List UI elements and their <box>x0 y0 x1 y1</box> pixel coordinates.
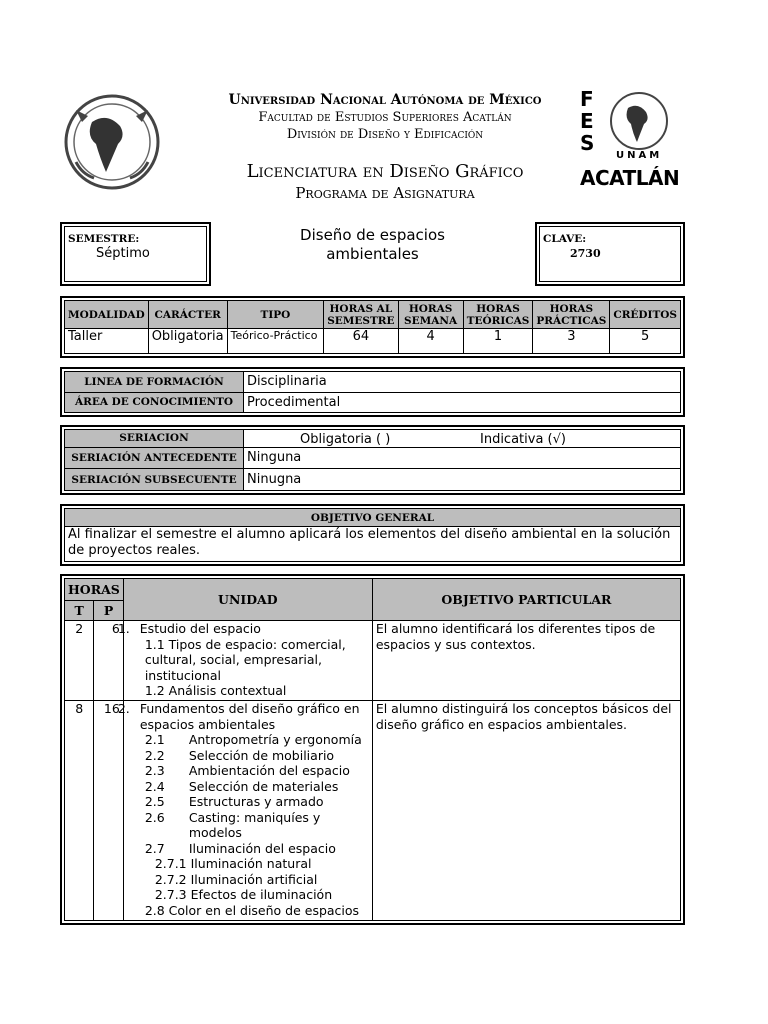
unit2-item-3-text: Ambientación del espacio <box>188 763 350 778</box>
header-unidad: UNIDAD <box>123 579 372 621</box>
unit2-t: 8 <box>65 701 94 921</box>
value-horas-teoricas: 1 <box>463 329 533 354</box>
unit2-item-5-text: Estructuras y armado <box>188 794 324 809</box>
objetivo-general-label: OBJETIVO GENERAL <box>65 509 681 527</box>
unit1-p: 6 <box>94 621 123 701</box>
clave-label: CLAVE: <box>543 233 587 245</box>
logo-unam-text: UNAM <box>616 150 663 161</box>
units-table <box>64 578 681 921</box>
value-creditos: 5 <box>610 329 681 354</box>
units-box <box>60 574 685 925</box>
seriacion-indicativa: Indicativa (√) <box>480 432 566 447</box>
course-title-line1: Diseño de espacios <box>300 226 445 244</box>
objetivo-general-text: Al finalizar el semestre el alumno aplicará los elementos del diseño ambiental en la solución de proyectos reales. <box>65 527 681 562</box>
unit2-p: 16 <box>94 701 123 921</box>
seriacion-label: SERIACION <box>65 430 244 448</box>
area-conocimiento-label: ÁREA DE CONOCIMIENTO <box>65 392 244 413</box>
unit2-item-7-num: 2.7 <box>144 840 165 856</box>
header-horas-teoricas: HORAS TEÓRICAS <box>463 301 533 329</box>
unit2-subitem-2: 2.7.2 Iluminación artificial <box>154 871 318 887</box>
clave-value: 2730 <box>570 247 601 260</box>
seriacion-subsecuente-label: SERIACIÓN SUBSECUENTE <box>65 469 244 491</box>
unit2-item-4-num: 2.4 <box>144 778 165 794</box>
division-name: División de Diseño y Edificación <box>286 127 484 142</box>
logo-letter-f: F <box>580 87 594 111</box>
unam-seal-left <box>62 92 162 192</box>
unit2-item-1-num: 2.1 <box>144 732 165 747</box>
value-modalidad: Taller <box>65 329 149 354</box>
formation-box <box>60 367 685 417</box>
unit2-num: 2. <box>117 701 130 716</box>
header-t: T <box>65 601 94 621</box>
seriacion-antecedente-value: Ninguna <box>244 447 681 469</box>
header-p: P <box>94 601 123 621</box>
semester-value: Séptimo <box>96 246 150 261</box>
unit1-item-1: 1.1 Tipos de espacio: comercial, cultural, social, empresarial, institucional <box>144 636 346 683</box>
logo-letter-e: E <box>580 109 594 133</box>
value-horas-semana: 4 <box>398 329 463 354</box>
unit2-item-7-text: Iluminación del espacio <box>188 840 336 856</box>
value-horas-semestre: 64 <box>324 329 398 354</box>
area-conocimiento-value: Procedimental <box>244 392 681 413</box>
objective-box <box>60 504 685 566</box>
header-tipo: TIPO <box>227 301 324 329</box>
degree-name: Licenciatura en Diseño Gráfico <box>246 161 524 182</box>
unit2-title: Fundamentos del diseño gráfico en espacios ambientales <box>139 701 360 732</box>
faculty-name: Facultad de Estudios Superiores Acatlán <box>258 110 512 125</box>
unit2-item-5-num: 2.5 <box>144 794 165 809</box>
course-title-line2: ambientales <box>326 245 419 263</box>
header-horas: HORAS <box>65 579 124 601</box>
formation-table <box>64 371 681 413</box>
linea-formacion-label: LINEA DE FORMACIÓN <box>65 372 244 393</box>
unit2-item-1-text: Antropometría y ergonomía <box>188 732 362 747</box>
unit2-objective: El alumno distinguirá los conceptos básicos del diseño gráfico en espacios ambientales. <box>372 701 680 921</box>
header-creditos: CRÉDITOS <box>610 301 681 329</box>
unit1-title: Estudio del espacio <box>139 621 261 636</box>
unit2-item-2-text: Selección de mobiliario <box>188 747 335 763</box>
seriation-table <box>64 429 681 491</box>
table-row <box>65 701 681 921</box>
unit1-item-2: 1.2 Análisis contextual <box>144 683 287 698</box>
unit1-content <box>117 621 372 701</box>
header-modalidad: MODALIDAD <box>65 301 149 329</box>
unit1-t: 2 <box>65 621 94 701</box>
info-table-box <box>60 296 685 358</box>
header-objetivo-particular: OBJETIVO PARTICULAR <box>372 579 680 621</box>
seriacion-obligatoria: Obligatoria ( ) <box>300 432 391 447</box>
header-horas-semestre: HORAS AL SEMESTRE <box>324 301 398 329</box>
fes-acatlan-logo <box>578 88 678 200</box>
value-caracter: Obligatoria <box>148 329 227 354</box>
unit1-num: 1. <box>117 621 130 636</box>
clave-box <box>535 222 685 286</box>
value-horas-practicas: 3 <box>533 329 610 354</box>
objective-table <box>64 508 681 562</box>
seriation-box <box>60 425 685 495</box>
header-horas-semana: HORAS SEMANA <box>398 301 463 329</box>
info-table <box>64 300 681 354</box>
unit1-objective: El alumno identificará los diferentes tipos de espacios y sus contextos. <box>372 621 680 701</box>
table-row <box>65 621 681 701</box>
logo-acatlan-text: ACATLÁN <box>580 166 680 190</box>
semester-box <box>60 222 211 286</box>
seriacion-antecedente-label: SERIACIÓN ANTECEDENTE <box>65 447 244 469</box>
unit2-item-6-num: 2.6 <box>144 809 165 825</box>
value-tipo: Teórico-Práctico <box>227 329 324 354</box>
unit2-subitem-3: 2.7.3 Efectos de iluminación <box>154 887 333 902</box>
header-horas-practicas: HORAS PRÁCTICAS <box>533 301 610 329</box>
unit2-subitem-1: 2.7.1 Iluminación natural <box>154 856 312 871</box>
header-caracter: CARÁCTER <box>148 301 227 329</box>
unit2-item-8: 2.8 Color en el diseño de espacios <box>144 902 360 918</box>
unit2-item-3-num: 2.3 <box>144 763 165 778</box>
unit2-item-6-text: Casting: maniquíes y modelos <box>188 809 321 840</box>
linea-formacion-value: Disciplinaria <box>244 372 681 393</box>
seriacion-subsecuente-value: Ninugna <box>244 469 681 491</box>
unit2-content <box>117 701 372 921</box>
university-name: Universidad Nacional Autónoma de México <box>228 92 542 108</box>
unit2-item-2-num: 2.2 <box>144 747 165 763</box>
fes-seal-icon <box>604 90 674 152</box>
semester-label: SEMESTRE: <box>68 233 140 245</box>
logo-letter-s: S <box>580 131 595 155</box>
unit2-item-4-text: Selección de materiales <box>188 778 339 794</box>
program-name: Programa de Asignatura <box>295 184 475 202</box>
